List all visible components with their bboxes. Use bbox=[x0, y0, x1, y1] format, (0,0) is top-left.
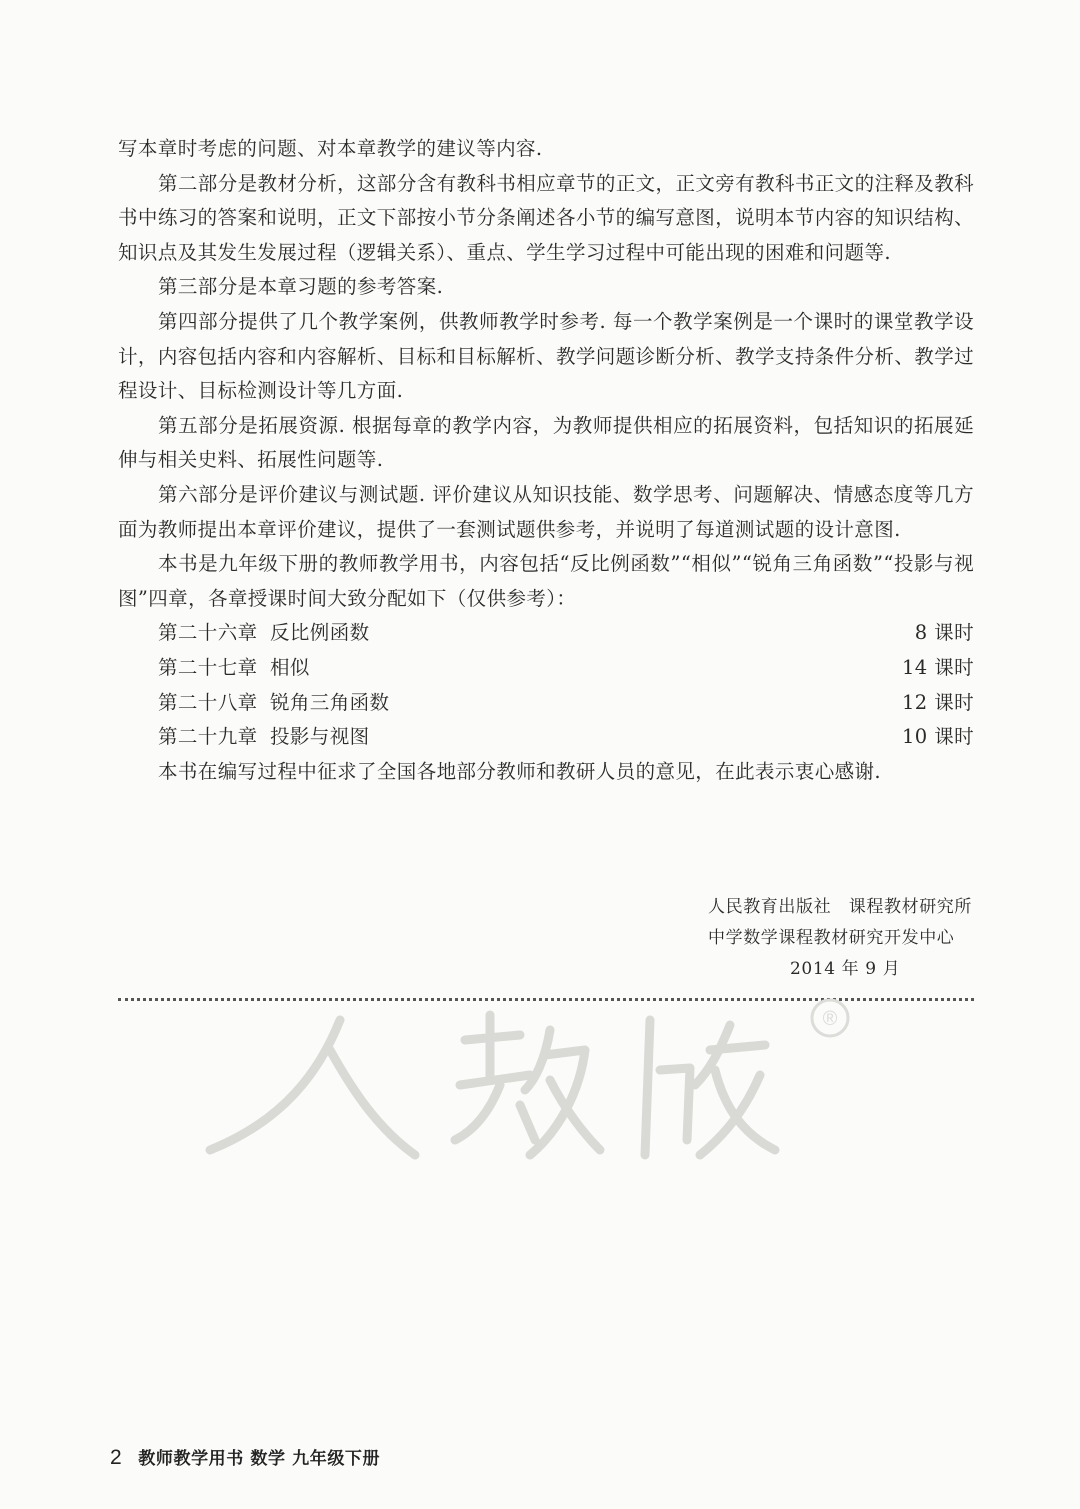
paragraph-part-two: 第二部分是教材分析，这部分含有教科书相应章节的正文，正文旁有教科书正文的注释及教科书中练习的答案和说明，正文下部按小节分条阐述各小节的编写意图，说明本节内容的知识结构、知识点及其发生发展过程（逻辑关系）、重点、学生学习过程中可能出现的困难和问题等. bbox=[118, 171, 974, 264]
paragraph-part-four: 第四部分提供了几个教学案例，供教师教学时参考. 每一个教学案例是一个课时的课堂教学设计，内容包括内容和内容解析、目标和目标解析、教学问题诊断分析、教学支持条件分析、教学过程设计、目标检测设计等几方面. bbox=[118, 309, 974, 403]
signature-date: 2014 年 9 月 bbox=[790, 959, 901, 979]
chapter-title: 锐角三角函数 bbox=[270, 690, 390, 714]
chapter-hours: 10 课时 bbox=[901, 725, 974, 749]
chapter-number: 第二十九章 bbox=[158, 725, 258, 749]
page-footer bbox=[110, 1444, 380, 1470]
svg-text:®: ® bbox=[822, 1008, 838, 1030]
chapter-hours: 14 课时 bbox=[901, 655, 974, 679]
paragraph-acknowledgement: 本书在编写过程中征求了全国各地部分教师和教研人员的意见，在此表示衷心感谢. bbox=[158, 759, 881, 783]
chapter-title: 反比例函数 bbox=[270, 621, 370, 645]
chapter-number: 第二十八章 bbox=[158, 690, 258, 714]
chapter-hours: 12 课时 bbox=[901, 690, 974, 714]
chapter-number: 第二十六章 bbox=[158, 621, 258, 645]
chapter-row bbox=[118, 616, 974, 651]
chapter-row bbox=[118, 720, 974, 755]
publisher-watermark-logo bbox=[190, 990, 890, 1190]
paragraph-part-six: 第六部分是评价建议与测试题. 评价建议从知识技能、数学思考、问题解决、情感态度等几方面为教师提出本章评价建议，提供了一套测试题供参考，并说明了每道测试题的设计意图. bbox=[118, 482, 974, 541]
body-text bbox=[118, 132, 974, 789]
chapter-row bbox=[118, 686, 974, 721]
registered-mark bbox=[812, 1000, 848, 1036]
chapter-number: 第二十七章 bbox=[158, 655, 258, 679]
signature-block bbox=[708, 892, 972, 985]
chapter-title: 相似 bbox=[270, 655, 310, 679]
page-number: 2 bbox=[110, 1446, 123, 1469]
publisher-line: 人民教育出版社 课程教材研究所 bbox=[708, 897, 972, 917]
paragraph-part-five: 第五部分是拓展资源. 根据每章的教学内容，为教师提供相应的拓展资料，包括知识的拓展延伸与相关史料、拓展性问题等. bbox=[118, 413, 974, 472]
center-line: 中学数学课程教材研究开发中心 bbox=[708, 928, 955, 948]
paragraph-book-intro: 本书是九年级下册的教师教学用书，内容包括“反比例函数”“相似”“锐角三角函数”“投影与视图”四章，各章授课时间大致分配如下（仅供参考）： bbox=[118, 552, 974, 610]
chapter-title: 投影与视图 bbox=[270, 725, 370, 749]
chapter-schedule bbox=[118, 616, 974, 754]
chapter-row bbox=[118, 651, 974, 686]
paragraph-continuation: 写本章时考虑的问题、对本章教学的建议等内容. bbox=[118, 137, 543, 160]
chapter-hours: 8 课时 bbox=[914, 621, 974, 645]
book-title: 教师教学用书 数学 九年级下册 bbox=[138, 1449, 381, 1469]
paragraph-part-three: 第三部分是本章习题的参考答案. bbox=[158, 275, 444, 299]
